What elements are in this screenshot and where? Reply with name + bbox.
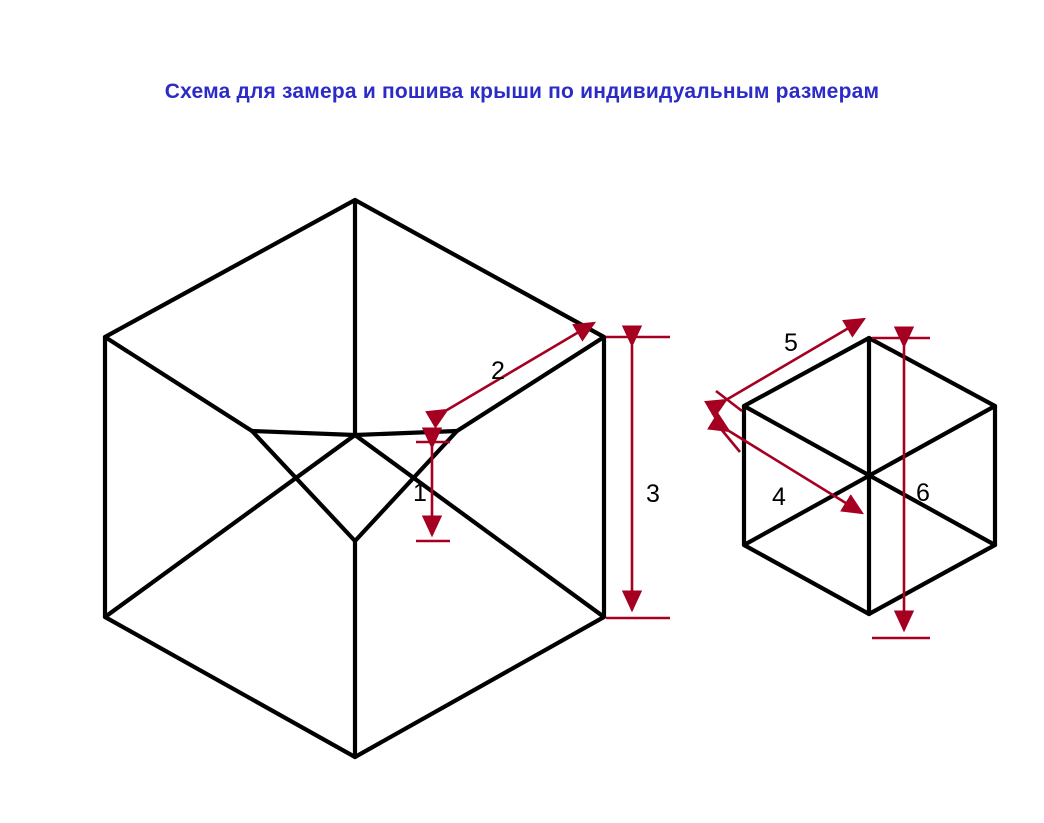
dimension-4-arrow bbox=[716, 423, 862, 513]
large-hexagon-outline bbox=[105, 200, 604, 757]
dimension-label-3: 3 bbox=[646, 480, 660, 508]
dimension-label-2: 2 bbox=[491, 357, 505, 385]
dimension-label-1: 1 bbox=[413, 479, 427, 507]
page-title: Схема для замера и пошива крыши по индивидуальным размерам bbox=[164, 80, 880, 103]
dimension-label-6: 6 bbox=[916, 479, 930, 507]
dimension-2-arrow bbox=[447, 323, 594, 410]
dimension-3-arrow bbox=[606, 337, 670, 618]
small-hexagon-outline bbox=[744, 338, 995, 614]
dimension-label-5: 5 bbox=[784, 329, 798, 357]
dimension-label-4: 4 bbox=[772, 483, 786, 511]
